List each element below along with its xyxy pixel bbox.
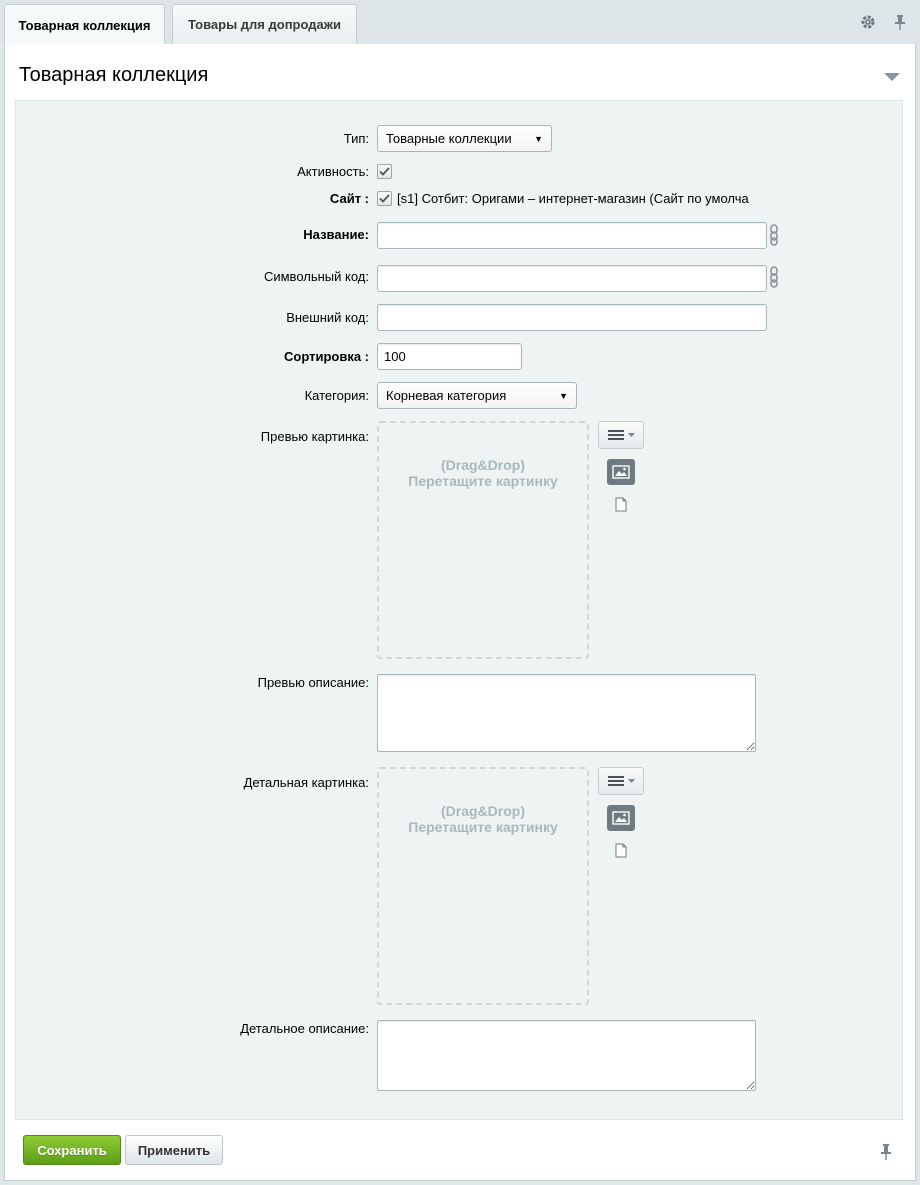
type-select-value: Товарные коллекции <box>386 131 512 146</box>
dropzone-hint: Перетащите картинку <box>408 473 558 489</box>
type-select[interactable] <box>377 125 552 152</box>
chevron-down-icon <box>628 433 635 438</box>
tab-upsell-products[interactable]: Товары для допродажи <box>172 4 357 44</box>
save-button[interactable]: Сохранить <box>23 1135 121 1165</box>
sort-input[interactable] <box>377 343 522 370</box>
preview-picture-label: Превью картинка: <box>260 429 369 444</box>
pin-icon[interactable] <box>892 14 908 30</box>
tabs-bar <box>0 0 920 44</box>
image-icon <box>612 465 630 479</box>
menu-icon <box>607 429 625 441</box>
file-icon[interactable] <box>615 497 627 512</box>
active-label: Активность: <box>297 164 369 179</box>
detail-menu-button[interactable] <box>598 767 644 795</box>
category-select[interactable] <box>377 382 577 409</box>
code-input[interactable] <box>377 265 767 292</box>
tab-tools <box>860 14 908 30</box>
xml-id-label: Внешний код: <box>286 310 369 325</box>
detail-text-textarea[interactable] <box>377 1020 756 1091</box>
chevron-down-icon: ▼ <box>559 390 568 401</box>
apply-button[interactable]: Применить <box>125 1135 223 1165</box>
collapse-icon[interactable] <box>883 70 901 80</box>
link-icon[interactable] <box>769 266 779 288</box>
pin-icon[interactable] <box>880 1143 892 1161</box>
file-icon[interactable] <box>615 843 627 858</box>
code-label: Символьный код: <box>263 269 369 284</box>
menu-icon <box>607 775 625 787</box>
preview-picture-dropzone[interactable] <box>377 421 589 659</box>
type-label: Тип: <box>343 131 369 146</box>
site-value: [s1] Сотбит: Оригами – интернет-магазин (Сайт по умолча <box>397 191 749 206</box>
gear-icon[interactable] <box>860 14 876 30</box>
name-input[interactable] <box>377 222 767 249</box>
preview-image-button[interactable] <box>607 459 635 485</box>
check-icon <box>379 194 390 203</box>
detail-image-button[interactable] <box>607 805 635 831</box>
site-label: Сайт : <box>329 191 369 206</box>
image-icon <box>612 811 630 825</box>
chevron-down-icon: ▼ <box>534 133 543 144</box>
category-label: Категория: <box>304 388 369 403</box>
preview-menu-button[interactable] <box>598 421 644 449</box>
name-label: Название: <box>303 227 369 242</box>
detail-text-label: Детальное описание: <box>240 1021 369 1036</box>
dropzone-hint: Перетащите картинку <box>408 819 558 835</box>
preview-text-label: Превью описание: <box>257 675 369 690</box>
dropzone-hint: (Drag&Drop) <box>441 457 525 473</box>
tab-collection[interactable]: Товарная коллекция <box>4 4 165 45</box>
detail-picture-dropzone[interactable] <box>377 767 589 1005</box>
preview-text-textarea[interactable] <box>377 674 756 752</box>
dropzone-hint: (Drag&Drop) <box>441 803 525 819</box>
category-select-value: Корневая категория <box>386 388 507 403</box>
xml-id-input[interactable] <box>377 304 767 331</box>
link-icon[interactable] <box>769 224 779 246</box>
site-checkbox[interactable] <box>377 191 392 206</box>
chevron-down-icon <box>628 779 635 784</box>
section-title: Товарная коллекция <box>19 64 209 86</box>
check-icon <box>379 167 390 176</box>
active-checkbox[interactable] <box>377 164 392 179</box>
detail-picture-label: Детальная картинка: <box>243 775 369 790</box>
sort-label: Сортировка : <box>283 349 369 364</box>
